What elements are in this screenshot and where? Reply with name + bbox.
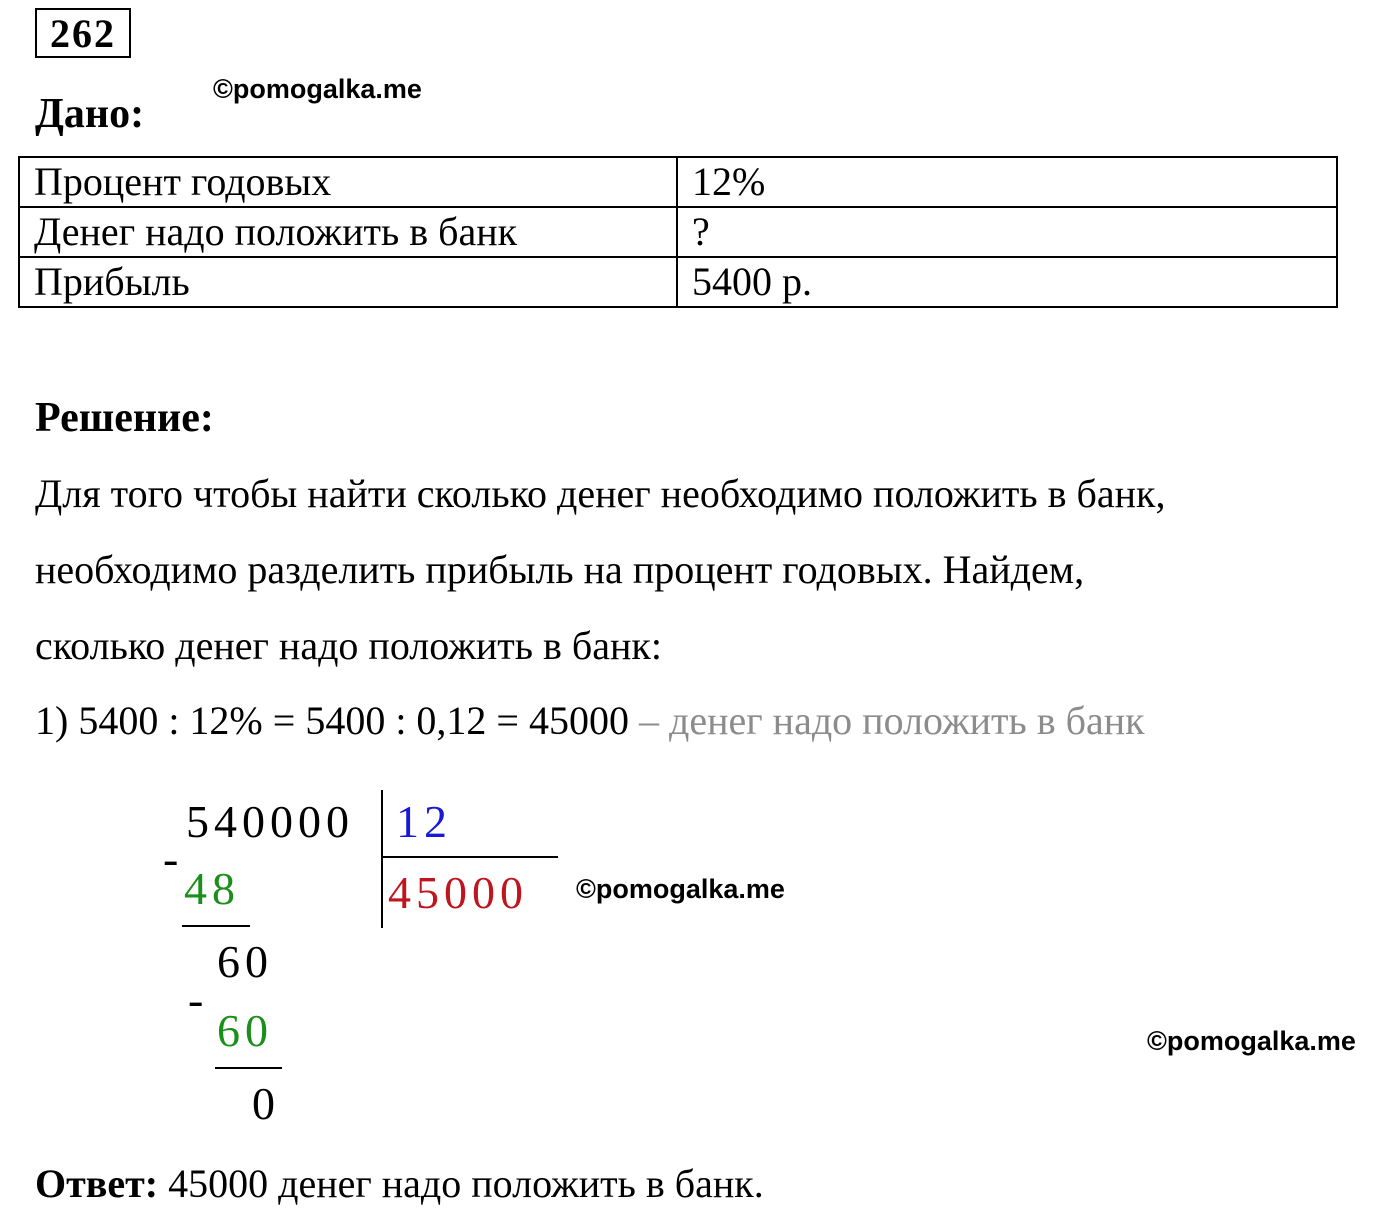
division-horizontal-line [383, 856, 558, 858]
subtrahend: 60 [217, 1005, 273, 1056]
divisor: 12 [396, 796, 452, 847]
solution-line: необходимо разделить прибыль на процент годовых. Найдем, [35, 547, 1085, 592]
given-value: 12% [677, 157, 1337, 207]
given-table [18, 156, 1338, 308]
given-value: ? [677, 207, 1337, 257]
watermark: ©pomogalka.me [213, 74, 422, 104]
given-label: Прибыль [19, 257, 677, 307]
subtraction-line [215, 1067, 282, 1069]
remainder: 60 [217, 936, 273, 987]
step-note: – денег надо положить в банк [628, 698, 1145, 743]
minus-sign: - [163, 833, 184, 884]
solution-heading: Решение: [35, 395, 214, 441]
given-heading: Дано: [35, 91, 145, 137]
step-expression: 1) 5400 : 12% = 5400 : 0,12 = 45000 [35, 698, 629, 743]
subtrahend: 48 [184, 863, 240, 914]
subtraction-line [182, 925, 250, 927]
watermark: ©pomogalka.me [1147, 1026, 1356, 1056]
solution-step [35, 697, 1145, 744]
problem-number: 262 [35, 8, 131, 58]
dividend: 540000 [186, 796, 354, 847]
table-row [19, 257, 1337, 307]
answer-label: Ответ: [35, 1161, 159, 1206]
solution-line: Для того чтобы найти сколько денег необходимо положить в банк, [35, 471, 1166, 516]
division-vertical-line [381, 790, 383, 928]
given-label: Процент годовых [19, 157, 677, 207]
remainder: 0 [252, 1078, 280, 1129]
watermark: ©pomogalka.me [576, 874, 785, 904]
answer-text: 45000 денег надо положить в банк. [158, 1161, 764, 1206]
given-label: Денег надо положить в банк [19, 207, 677, 257]
solution-line: сколько денег надо положить в банк: [35, 623, 662, 668]
minus-sign: - [188, 974, 209, 1025]
answer [35, 1160, 764, 1207]
table-row [19, 157, 1337, 207]
quotient: 45000 [388, 867, 528, 918]
given-value: 5400 р. [677, 257, 1337, 307]
table-row [19, 207, 1337, 257]
